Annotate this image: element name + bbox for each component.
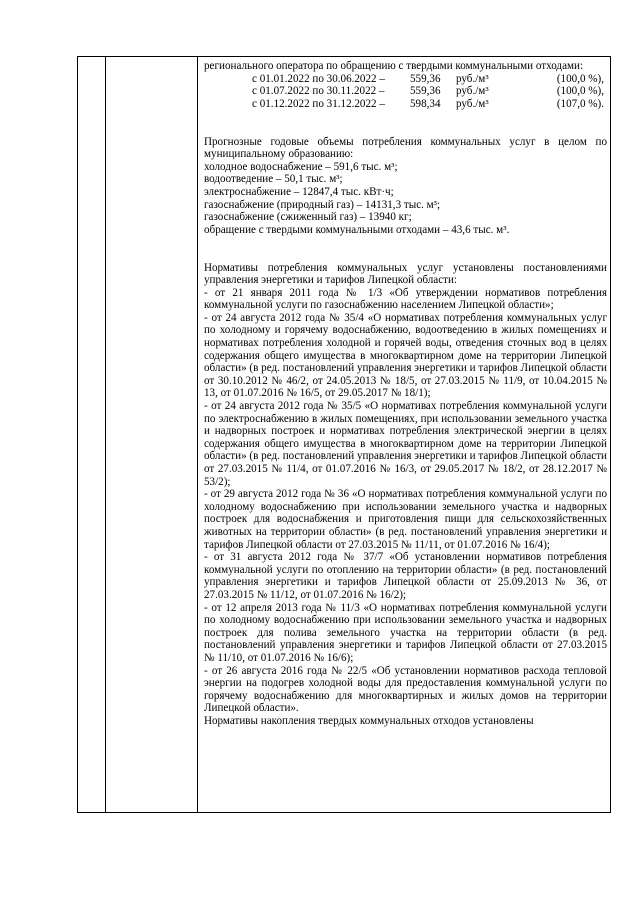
norm-item: - от 31 августа 2012 года № 37/7 «Об установлении нормативов потребления коммунальной услуги по отоплению на территории области» (в ред. постановлений управления энергетики и тарифов Липецкой области от 25.09.2013 № 36, от 27.03.2015 № 11/12, от 01.07.2016 № 16/2); xyxy=(204,551,607,601)
table-cell-content xyxy=(198,57,611,813)
table-cell-name xyxy=(106,57,198,813)
norms-heading: Нормативы потребления коммунальных услуг установлены постановлениями управления энергетики и тарифов Липецкой области: xyxy=(204,261,607,287)
tariff-period: с 01.01.2022 по 30.06.2022 – xyxy=(252,72,385,85)
tariff-value: 598,34 xyxy=(410,97,441,110)
table-cell-number xyxy=(78,57,106,813)
tariff-percent: (100,0 %), xyxy=(556,85,604,98)
norm-item: - от 12 апреля 2013 года № 11/3 «О нормативах потребления коммунальной услуги по холодному водоснабжению при использовании земельного участка и надворных построек для полива земельного участка на территории области (в ред. постановлений управления энергетики и тарифов Липецкой области от 27.03.2015 № 11/10, от 01.07.2016 № 16/6); xyxy=(204,601,607,664)
tariff-unit: руб./м³ xyxy=(456,72,489,85)
tariff-intro: регионального оператора по обращению с твердыми коммунальными отходами: xyxy=(204,60,584,72)
tariff-unit: руб./м³ xyxy=(456,97,489,110)
tariff-percent: (107,0 %). xyxy=(556,97,604,110)
volume-item: газоснабжение (сжиженный газ) – 13940 кг; xyxy=(204,211,412,224)
tariff-value: 559,36 xyxy=(410,72,441,85)
norm-item: - от 26 августа 2016 года № 22/5 «Об установлении нормативов расхода тепловой энергии на подогрев холодной воды для предоставления коммунальной услуги по горячему водоснабжению для многоквартирных и жилых домов на территории Липецкой области». xyxy=(204,664,607,715)
tariff-row xyxy=(204,98,607,111)
tariff-unit: руб./м³ xyxy=(456,85,489,98)
volume-item: газоснабжение (природный газ) – 14131,3 тыс. м³; xyxy=(204,198,441,211)
document-table xyxy=(77,56,611,813)
volume-item: электроснабжение – 12847,4 тыс. кВт·ч; xyxy=(204,185,394,198)
norm-item: - от 24 августа 2012 года № 35/4 «О нормативах потребления коммунальных услуг по холодному и горячему водоснабжению, водоотведению в жилых помещениях и нормативах потребления холодной и горячей воды, отведения сточных вод в целях содержания общего имущества в многоквартирном доме на территории Липецкой области» (в ред. постановлений управления энергетики и тарифов Липецкой области от 30.10.2012 № 46/2, от 24.05.2013 № 18/5, от 27.03.2015 № 11/9, от 10.04.2015 № 13, от 01.07.2016 № 16/5, от 29.05.2017 № 18/1); xyxy=(204,311,607,400)
table-row xyxy=(78,57,611,813)
tariff-row xyxy=(204,73,607,86)
volumes-heading: Прогнозные годовые объемы потребления коммунальных услуг в целом по муниципальному образованию: xyxy=(204,135,607,161)
norm-item: - от 21 января 2011 года № 1/3 «Об утверждении нормативов потребления коммунальной услуги по газоснабжению населением Липецкой области»; xyxy=(204,286,607,312)
tariff-period: с 01.12.2022 по 31.12.2022 – xyxy=(252,97,385,110)
norm-item: - от 29 августа 2012 года № 36 «О нормативах потребления коммунальной услуги по холодному водоснабжению при использовании земельного участка и надворных построек для водоснабжения и приготовления пищи для сельскохозяйственных животных на территории области» (в ред. постановлений управления энергетики и тарифов Липецкой области от 27.03.2015 № 11/11, от 01.07.2016 № 16/4); xyxy=(204,488,607,551)
volume-item: холодное водоснабжение – 591,6 тыс. м³; xyxy=(204,160,398,173)
closing-line: Нормативы накопления твердых коммунальных отходов установлены xyxy=(204,714,534,727)
volume-item: водоотведение – 50,1 тыс. м³; xyxy=(204,173,343,186)
tariff-percent: (100,0 %), xyxy=(556,72,604,85)
volume-item: обращение с твердыми коммунальными отходами – 43,6 тыс. м³. xyxy=(204,223,510,236)
cell-text xyxy=(198,57,610,727)
tariff-period: с 01.07.2022 по 30.11.2022 – xyxy=(252,85,385,98)
norm-item: - от 24 августа 2012 года № 35/5 «О нормативах потребления коммунальной услуги по электроснабжению в жилых помещениях, при использовании земельного участка и надворных построек и нормативах потребления электрической энергии в целях содержания общего имущества в многоквартирном доме на территории Липецкой области» (в ред. постановлений управления энергетики и тарифов Липецкой области от 27.03.2015 № 11/4, от 01.07.2016 № 16/3, от 29.05.2017 № 18/2, от 28.12.2017 № 53/2); xyxy=(204,400,607,488)
tariff-value: 559,36 xyxy=(410,85,441,98)
tariff-row xyxy=(204,85,607,98)
